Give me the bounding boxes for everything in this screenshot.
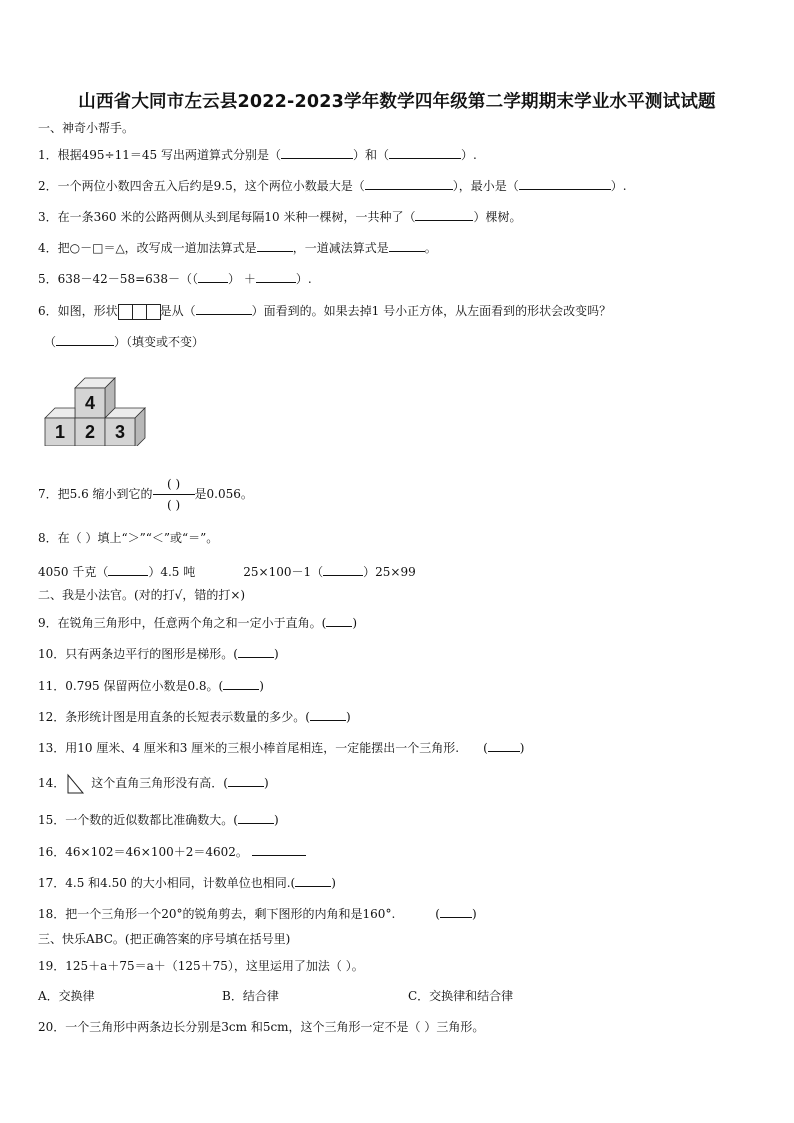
q11-text: 11．0.795 保留两位小数是0.8。( [38,679,224,693]
q6-mid2: ）面看到的。如果去掉1 号小正方体，从左面看到的形状会改变吗？ [251,304,612,318]
question-6 [38,302,611,320]
three-square-shape [118,304,160,320]
q1-blank-1[interactable] [281,146,353,159]
question-12 [38,708,351,725]
question-10 [38,645,279,662]
question-7 [38,474,253,514]
q13-paren-open: ( [483,741,488,755]
q12-end: ) [345,710,351,724]
q16-blank[interactable] [252,843,306,856]
q18-paren-close: ) [471,907,477,921]
page-title: 山西省大同市左云县2022-2023学年数学四年级第二学期期末学业水平测试试题 [78,92,716,112]
q17-blank[interactable] [295,874,331,887]
q17-text: 17．4.5 和4.50 的大小相同，计数单位也相同.( [38,876,296,890]
section-1-heading: 一、神奇小帮手。 [38,121,135,135]
q18-blank[interactable] [440,905,472,918]
q6-line2-start: （ [44,335,57,349]
q4-blank-1[interactable] [257,239,293,252]
q14-end: ) [263,776,269,790]
q12-blank[interactable] [310,708,346,721]
q16-text: 16．46×102＝46×100＋2＝4602。 [38,845,248,859]
question-8-row [38,563,416,580]
q1-text: 1．根据495÷11＝45 写出两道算式分别是（ [38,148,281,162]
q11-end: ) [259,679,264,693]
q4-end: 。 [424,241,437,255]
q2-blank-1[interactable] [365,177,453,190]
section-2-heading: 二、我是小法官。(对的打√，错的打×) [38,588,246,602]
question-13 [38,739,524,756]
q15-blank[interactable] [238,811,274,824]
q10-blank[interactable] [238,645,274,658]
q10-text: 10．只有两条边平行的图形是梯形。( [38,647,238,661]
q18-text: 18．把一个三角形一个20°的锐角剪去，剩下图形的内角和是160°. [38,907,396,921]
question-18 [38,905,477,922]
q5-text: 5．638－42－58=638－（（ [38,272,199,286]
q17-end: ) [331,876,336,890]
cube-label-4: 4 [84,393,96,413]
q14-blank[interactable] [228,774,264,787]
question-4 [38,239,437,256]
q11-blank[interactable] [223,677,259,690]
q3-text: 3．在一条360 米的公路两侧从头到尾每隔10 米种一棵树，一共种了（ [38,210,416,224]
q13-blank[interactable] [488,739,520,752]
question-16 [38,843,306,860]
q7-fraction[interactable] [153,476,195,514]
q6-line2-end: ）（填变或不变） [114,335,205,349]
question-3 [38,208,521,225]
question-5 [38,270,312,287]
q6-blank-2[interactable] [56,333,114,346]
q1-blank-2[interactable] [389,146,461,159]
question-19-options [38,988,513,1004]
q5-end: ）. [295,272,312,286]
q19-option-c[interactable]: C．交换律和结合律 [408,989,514,1003]
q7-end: 是0.056。 [194,487,253,501]
q7-numerator: ( ) [166,476,181,491]
q6-mid: 是从（ [159,304,196,318]
q1-end: ）. [460,148,477,162]
q19-option-a[interactable]: A．交换律 [38,989,95,1003]
q15-end: ) [273,813,279,827]
question-2 [38,177,627,194]
q2-mid: ），最小是（ [452,179,519,193]
q9-text: 9．在锐角三角形中，任意两个角之和一定小于直角。( [38,616,327,630]
question-15 [38,811,279,828]
q8-blank-1[interactable] [108,563,148,576]
q15-text: 15．一个数的近似数都比准确数大。( [38,813,238,827]
cube-stack-figure [44,374,150,446]
q13-text: 13．用10 厘米、4 厘米和3 厘米的三根小棒首尾相连，一定能摆出一个三角形. [38,741,460,755]
cube-4 [75,378,115,418]
right-triangle-figure [65,773,85,795]
q18-paren-open: ( [435,907,440,921]
section-3-heading: 三、快乐ABC。(把正确答案的序号填在括号里) [38,932,291,946]
q3-blank[interactable] [415,208,473,221]
cube-label-2: 2 [84,422,96,442]
q4-text: 4．把○－□＝△，改写成一道加法算式是 [38,241,257,255]
q8-left-a: 4050 千克（ [38,565,109,579]
q14-number: 14． [38,776,66,790]
q12-text: 12．条形统计图是用直条的长短表示数量的多少。( [38,710,310,724]
q14-text: 这个直角三角形没有高．( [91,776,228,790]
question-6-line-2 [44,333,204,350]
q5-blank-1[interactable] [198,270,228,283]
q4-blank-2[interactable] [389,239,425,252]
q4-mid: ，一道减法算式是 [292,241,389,255]
q8-right-a: 25×100－1（ [243,565,324,579]
q2-end: ）. [610,179,627,193]
question-19: 19．125＋a＋75＝a＋（125＋75），这里运用了加法（ ）。 [38,959,364,973]
cube-1-top-face [45,408,75,418]
question-1 [38,146,477,163]
q8-right-b: ）25×99 [363,565,416,579]
q10-end: ) [273,647,279,661]
q5-blank-2[interactable] [256,270,296,283]
q8-left-b: ）4.5 吨 [148,565,196,579]
q19-option-b[interactable]: B．结合律 [222,989,279,1003]
question-11 [38,677,264,694]
question-17 [38,874,336,891]
q7-denominator: ( ) [166,497,181,512]
q1-mid: ）和（ [352,148,389,162]
q9-end: ) [352,616,358,630]
q3-end: ）棵树。 [473,210,522,224]
cube-label-3: 3 [114,422,126,442]
question-8: 8．在（ ）填上“＞”“＜”或“＝”。 [38,531,219,545]
q6-text: 6．如图，形状 [38,304,118,318]
q8-blank-2[interactable] [323,563,363,576]
q9-blank[interactable] [326,614,352,627]
question-9 [38,614,357,631]
q13-paren-close: ) [519,741,525,755]
q7-text: 7．把5.6 缩小到它的 [38,487,153,501]
cube-label-1: 1 [54,422,66,442]
q2-text: 2．一个两位小数四舍五入后约是9.5，这个两位小数最大是（ [38,179,365,193]
q5-mid: ） ＋ [228,272,256,286]
q2-blank-2[interactable] [519,177,611,190]
q6-blank-1[interactable] [196,302,252,315]
question-20: 20．一个三角形中两条边长分别是3cm 和5cm，这个三角形一定不是（ ）三角形。 [38,1020,485,1034]
question-14 [38,772,269,794]
